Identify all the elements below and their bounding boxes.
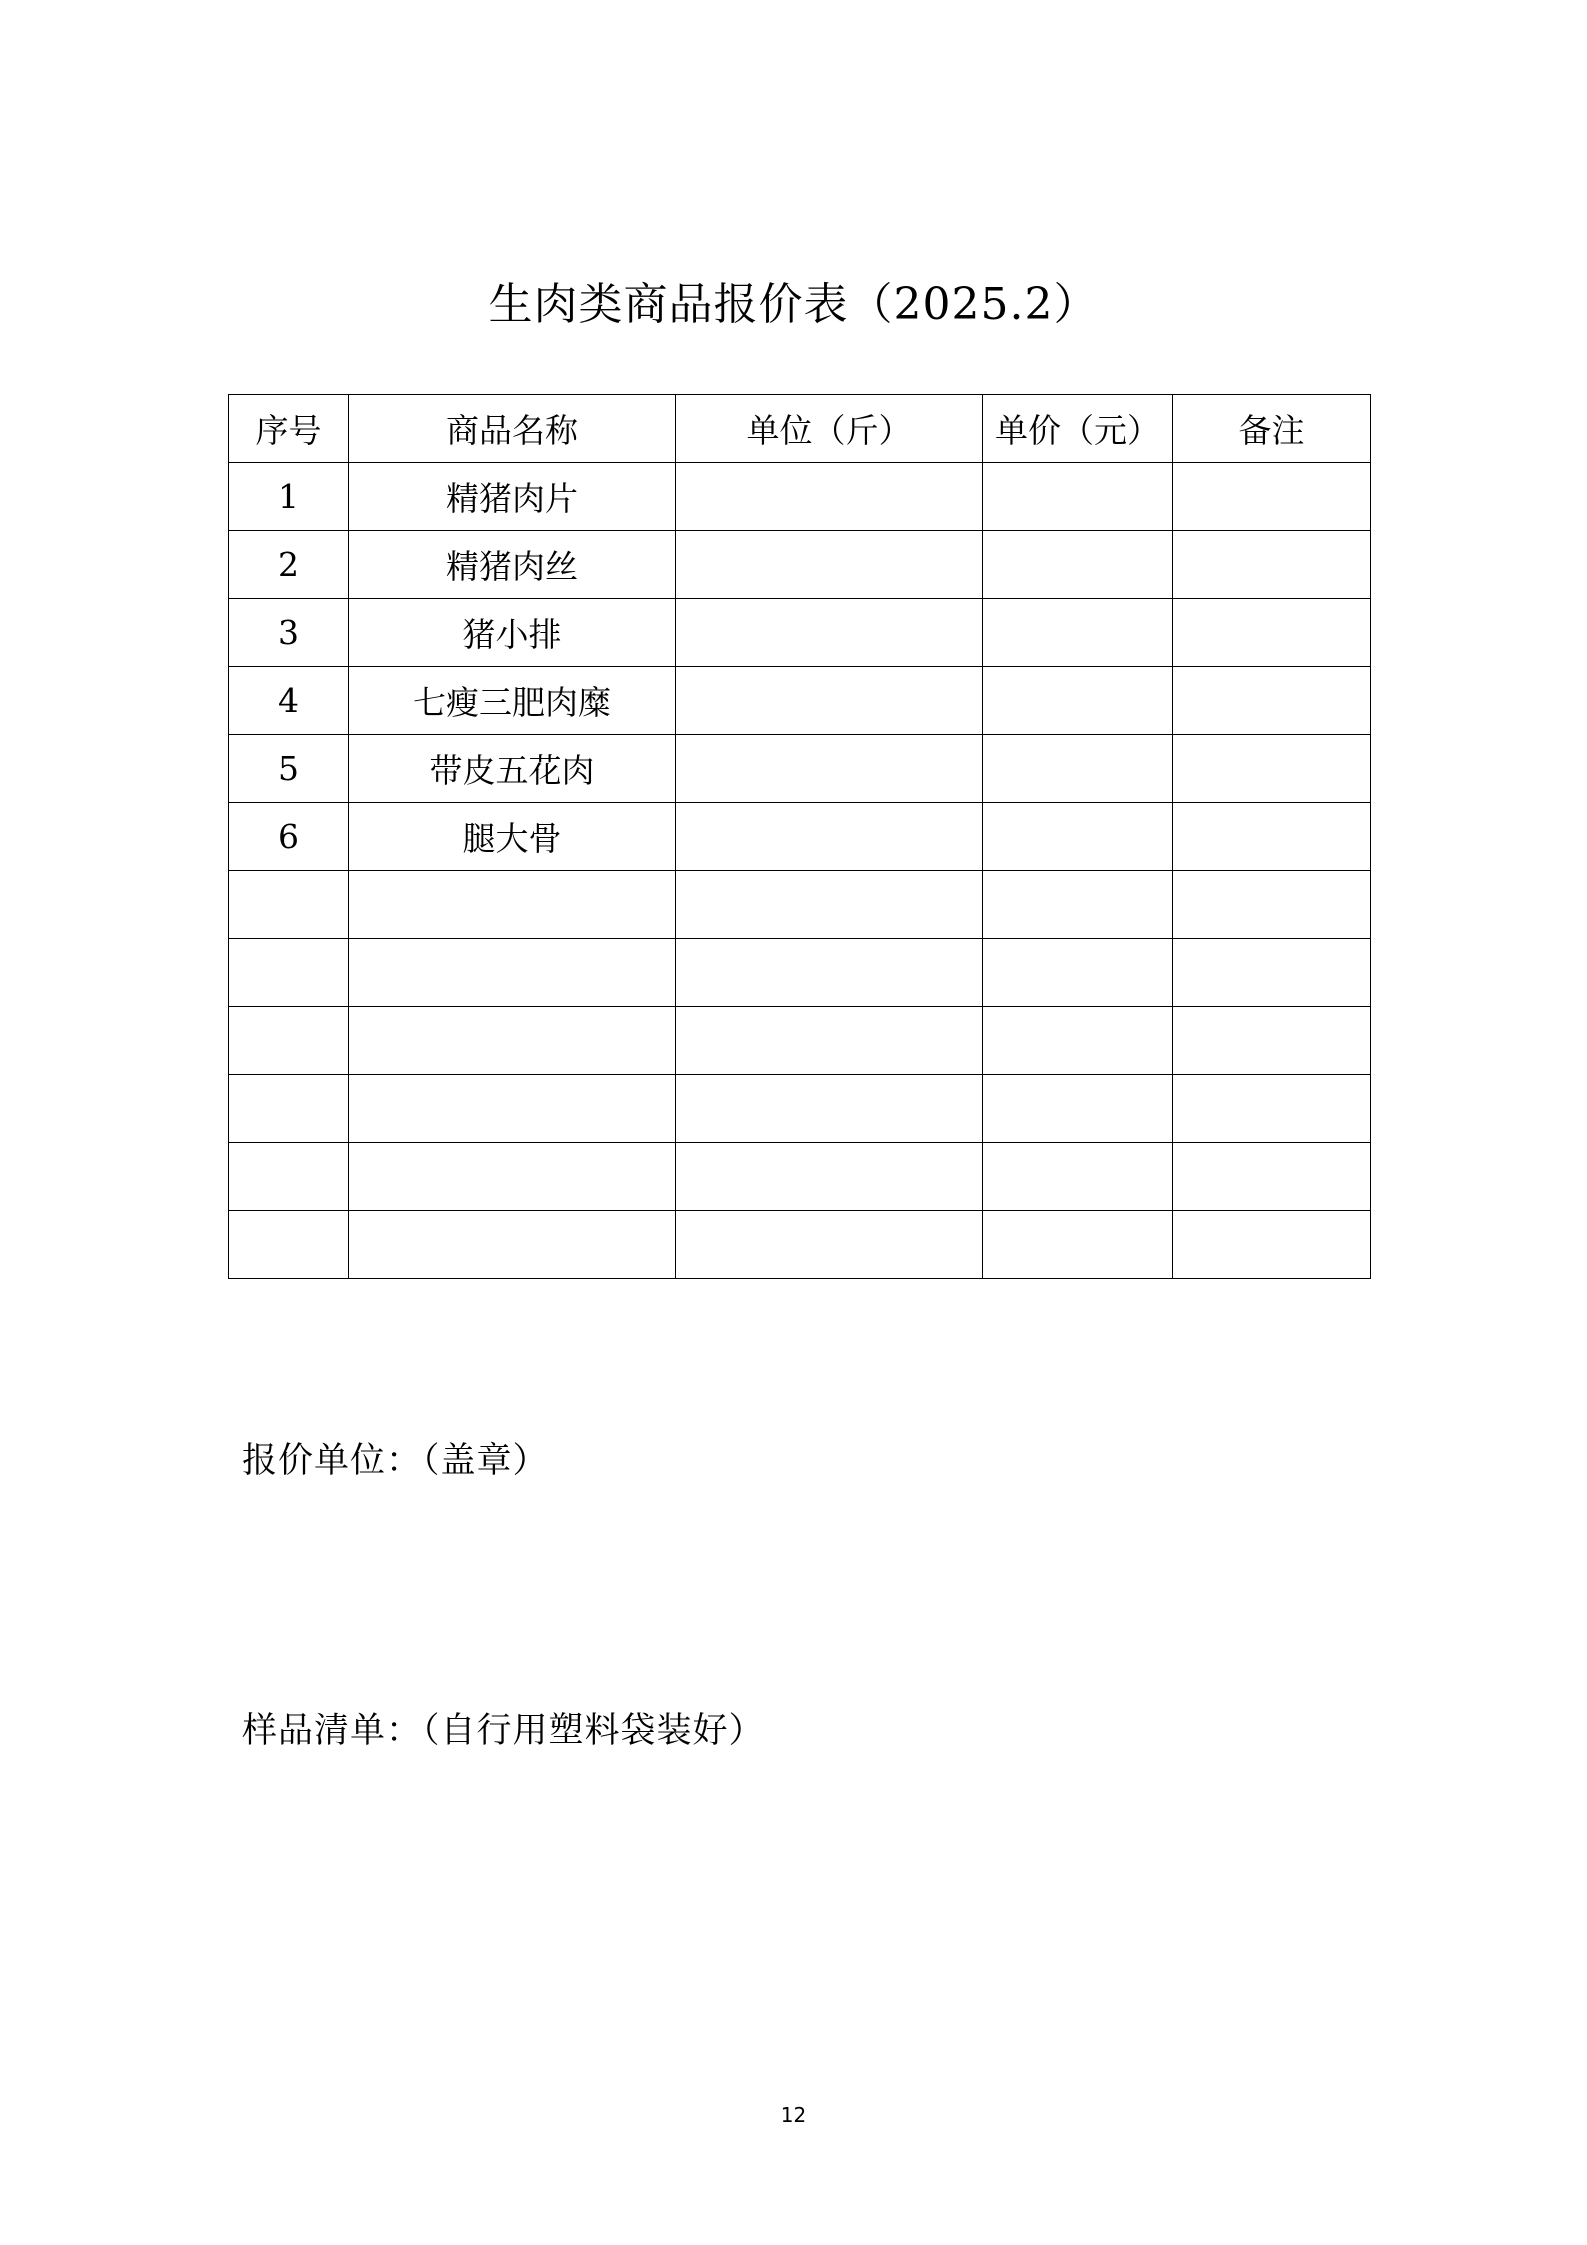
cell-product-name — [349, 939, 676, 1007]
cell-product-name: 七瘦三肥肉糜 — [349, 667, 676, 735]
cell-unit-price — [983, 667, 1173, 735]
table-row — [229, 1075, 1371, 1143]
header-seq: 序号 — [229, 395, 349, 463]
cell-product-name: 精猪肉片 — [349, 463, 676, 531]
cell-unit-price — [983, 871, 1173, 939]
cell-remarks — [1173, 531, 1371, 599]
cell-remarks — [1173, 1007, 1371, 1075]
cell-unit — [676, 1211, 983, 1279]
cell-product-name — [349, 871, 676, 939]
header-unit: 单位（斤） — [676, 395, 983, 463]
cell-seq: 2 — [229, 531, 349, 599]
cell-unit — [676, 735, 983, 803]
cell-unit-price — [983, 531, 1173, 599]
cell-remarks — [1173, 871, 1371, 939]
cell-product-name: 猪小排 — [349, 599, 676, 667]
cell-unit — [676, 871, 983, 939]
table-row — [229, 531, 1371, 599]
cell-unit-price — [983, 1211, 1173, 1279]
cell-seq — [229, 1007, 349, 1075]
cell-product-name — [349, 1007, 676, 1075]
cell-unit — [676, 1143, 983, 1211]
table-row — [229, 667, 1371, 735]
cell-remarks — [1173, 803, 1371, 871]
document-title: 生肉类商品报价表（2025.2） — [488, 279, 1099, 330]
cell-unit-price — [983, 463, 1173, 531]
table-row — [229, 463, 1371, 531]
page-number: 12 — [780, 2103, 807, 2127]
cell-seq: 4 — [229, 667, 349, 735]
cell-unit — [676, 803, 983, 871]
cell-unit — [676, 667, 983, 735]
header-unit-price: 单价（元） — [983, 395, 1173, 463]
cell-remarks — [1173, 1143, 1371, 1211]
cell-seq: 3 — [229, 599, 349, 667]
cell-seq: 6 — [229, 803, 349, 871]
cell-unit-price — [983, 1143, 1173, 1211]
table-row — [229, 735, 1371, 803]
header-product-name: 商品名称 — [349, 395, 676, 463]
cell-remarks — [1173, 667, 1371, 735]
cell-unit-price — [983, 939, 1173, 1007]
cell-remarks — [1173, 599, 1371, 667]
cell-unit-price — [983, 803, 1173, 871]
cell-product-name: 腿大骨 — [349, 803, 676, 871]
cell-product-name: 带皮五花肉 — [349, 735, 676, 803]
table-row — [229, 939, 1371, 1007]
sample-list-label: 样品清单：（自行用塑料袋装好） — [242, 1711, 765, 1751]
cell-unit — [676, 463, 983, 531]
table-row — [229, 803, 1371, 871]
cell-seq — [229, 871, 349, 939]
cell-unit — [676, 1007, 983, 1075]
cell-remarks — [1173, 1075, 1371, 1143]
cell-seq: 1 — [229, 463, 349, 531]
quote-unit-label: 报价单位：（盖章） — [242, 1441, 549, 1481]
cell-seq — [229, 1211, 349, 1279]
table-row — [229, 1007, 1371, 1075]
cell-remarks — [1173, 735, 1371, 803]
cell-product-name — [349, 1143, 676, 1211]
cell-product-name — [349, 1075, 676, 1143]
table-row — [229, 1143, 1371, 1211]
cell-seq — [229, 939, 349, 1007]
table-row — [229, 1211, 1371, 1279]
table-header-row — [229, 395, 1371, 463]
quote-table — [228, 394, 1371, 1279]
cell-product-name — [349, 1211, 676, 1279]
table-row — [229, 871, 1371, 939]
cell-seq — [229, 1143, 349, 1211]
cell-unit — [676, 531, 983, 599]
cell-seq — [229, 1075, 349, 1143]
table-row — [229, 599, 1371, 667]
cell-unit — [676, 1075, 983, 1143]
header-remarks: 备注 — [1173, 395, 1371, 463]
cell-unit-price — [983, 599, 1173, 667]
cell-seq: 5 — [229, 735, 349, 803]
cell-unit-price — [983, 1007, 1173, 1075]
cell-remarks — [1173, 939, 1371, 1007]
cell-unit-price — [983, 735, 1173, 803]
cell-unit — [676, 599, 983, 667]
cell-remarks — [1173, 1211, 1371, 1279]
cell-unit — [676, 939, 983, 1007]
cell-product-name: 精猪肉丝 — [349, 531, 676, 599]
cell-remarks — [1173, 463, 1371, 531]
cell-unit-price — [983, 1075, 1173, 1143]
